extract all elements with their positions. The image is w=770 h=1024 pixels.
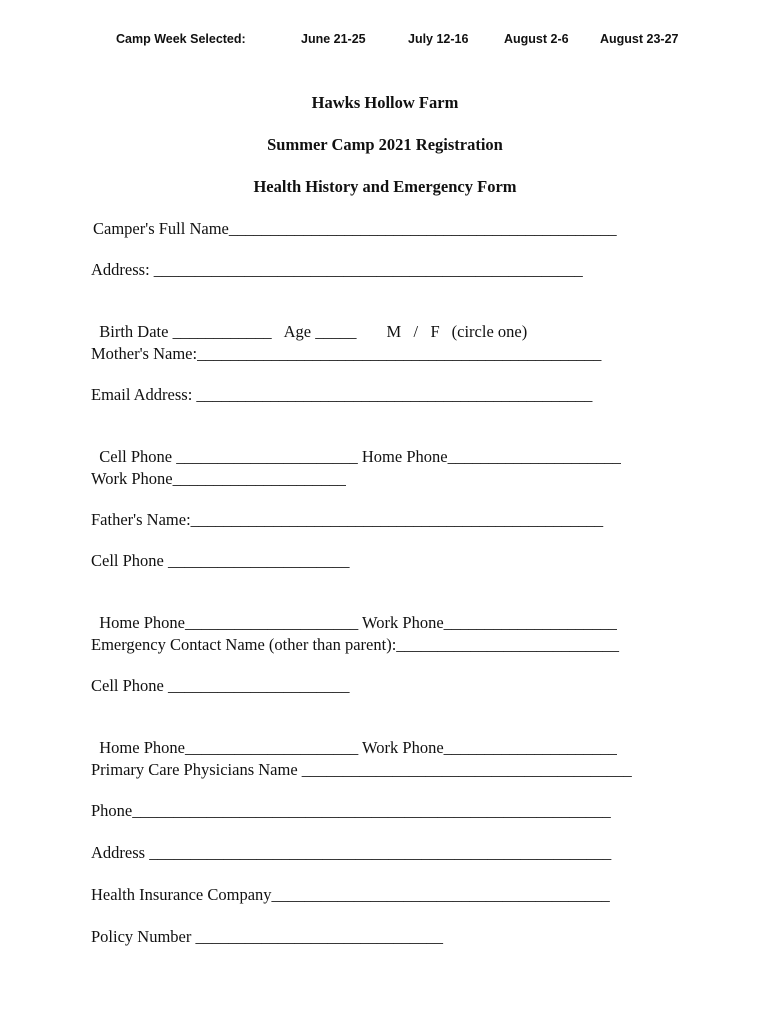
camp-registration-title: Summer Camp 2021 Registration <box>267 135 503 154</box>
camp-week-option-july[interactable]: July 12-16 <box>408 32 469 46</box>
camp-week-option-august-late[interactable]: August 23-27 <box>600 32 679 46</box>
email-address-field[interactable]: Email Address: ________________________________________________ <box>91 385 593 404</box>
birth-date-field[interactable]: Birth Date ____________ <box>99 322 272 341</box>
age-field[interactable]: Age _____ <box>283 322 357 341</box>
campers-full-name-field[interactable]: Camper's Full Name_______________________________________________ <box>93 219 617 238</box>
father-home-phone-field[interactable]: Home Phone_____________________ <box>99 613 359 632</box>
emergency-contact-name-field[interactable]: Emergency Contact Name (other than parent):___________________________ <box>91 635 620 654</box>
father-phone-row <box>91 593 617 633</box>
address-field[interactable]: Address: ____________________________________________________ <box>91 260 583 279</box>
farm-title: Hawks Hollow Farm <box>311 93 459 112</box>
emergency-cell-phone-field[interactable]: Cell Phone ______________________ <box>91 676 350 695</box>
form-title: Health History and Emergency Form <box>253 177 517 196</box>
mothers-name-field[interactable]: Mother's Name:_________________________________________________ <box>91 344 602 363</box>
mother-phone-row <box>91 427 621 467</box>
physician-name-field[interactable]: Primary Care Physicians Name ________________________________________ <box>91 760 632 779</box>
emergency-phone-row <box>91 718 617 758</box>
physician-address-field[interactable]: Address ________________________________________________________ <box>91 843 612 862</box>
circle-one-note: (circle one) <box>451 322 528 341</box>
camp-week-option-august-early[interactable]: August 2-6 <box>504 32 569 46</box>
mother-cell-phone-field[interactable]: Cell Phone ______________________ <box>99 447 358 466</box>
camp-week-label: Camp Week Selected: <box>116 32 246 46</box>
insurance-company-field[interactable]: Health Insurance Company_________________________________________ <box>91 885 610 904</box>
fathers-name-field[interactable]: Father's Name:__________________________________________________ <box>91 510 604 529</box>
mother-work-phone-field[interactable]: Work Phone_____________________ <box>91 469 346 488</box>
physician-phone-field[interactable]: Phone__________________________________________________________ <box>91 801 611 820</box>
father-work-phone-field[interactable]: Work Phone_____________________ <box>362 613 617 632</box>
camp-week-option-june[interactable]: June 21-25 <box>301 32 366 46</box>
emergency-home-phone-field[interactable]: Home Phone_____________________ <box>99 738 359 757</box>
policy-number-field[interactable]: Policy Number ______________________________ <box>91 927 443 946</box>
emergency-work-phone-field[interactable]: Work Phone_____________________ <box>362 738 617 757</box>
father-cell-phone-field[interactable]: Cell Phone ______________________ <box>91 551 350 570</box>
mother-home-phone-field[interactable]: Home Phone_____________________ <box>361 447 621 466</box>
camp-week-selector <box>0 32 770 50</box>
birth-age-sex-row <box>91 302 527 342</box>
sex-choice[interactable]: M / F <box>386 322 440 341</box>
